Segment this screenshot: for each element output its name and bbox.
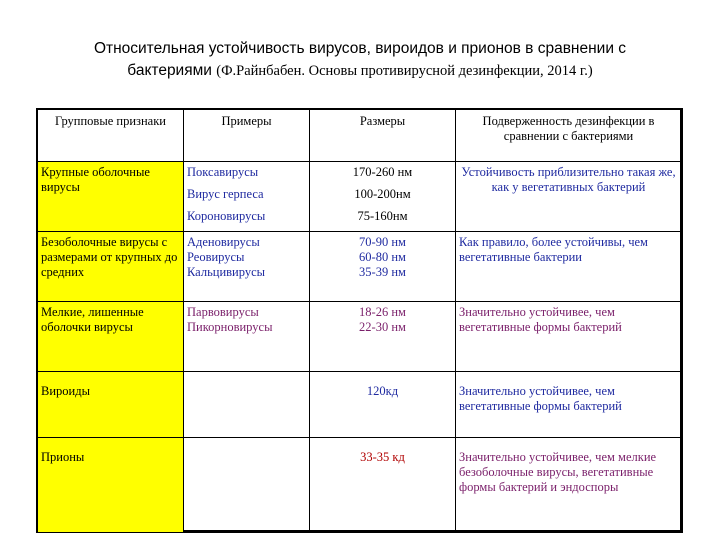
sizes-cell	[310, 232, 456, 302]
resistance-cell: Значительно устойчивее, чем вегетативные формы бактерий	[456, 302, 682, 372]
title-line-2	[0, 60, 720, 82]
example-item: Короновирусы	[187, 209, 266, 223]
examples-cell	[184, 302, 310, 372]
header-examples: Примеры	[184, 110, 310, 162]
group-cell: Прионы	[38, 438, 184, 533]
examples-cell	[184, 438, 310, 533]
group-cell: Вироиды	[38, 372, 184, 438]
size-item: 70-90 нм	[359, 235, 406, 249]
slide-title	[0, 38, 720, 82]
sizes-cell	[310, 372, 456, 438]
example-item: Парвовирусы	[187, 305, 259, 319]
resistance-cell: Устойчивость приблизительно такая же, как у вегетативных бактерий	[456, 162, 682, 232]
table-header-row	[38, 110, 682, 162]
resistance-cell: Значительно устойчивее, чем мелкие безоболочные вирусы, вегетативные формы бактерий и эндоспоры	[456, 438, 682, 533]
sizes-cell	[310, 302, 456, 372]
example-item: Вирус герпеса	[187, 187, 264, 201]
group-cell: Безоболочные вирусы с размерами от крупных до средних	[38, 232, 184, 302]
example-item: Поксавирусы	[187, 165, 259, 179]
sizes-cell	[310, 438, 456, 533]
group-cell: Крупные оболочные вирусы	[38, 162, 184, 232]
examples-cell	[184, 232, 310, 302]
example-item: Кальцивирусы	[187, 265, 266, 279]
resistance-cell: Значительно устойчивее, чем вегетативные формы бактерий	[456, 372, 682, 438]
size-item: 60-80 нм	[359, 250, 406, 264]
sizes-cell	[310, 162, 456, 232]
size-item: 75-160нм	[357, 209, 408, 223]
examples-cell	[184, 372, 310, 438]
group-cell: Мелкие, лишенные оболочки вирусы	[38, 302, 184, 372]
table-row	[38, 372, 682, 438]
title-source: (Ф.Райнбабен. Основы противирусной дезинфекции, 2014 г.)	[216, 63, 593, 79]
size-item: 33-35 кд	[360, 450, 405, 464]
table-row	[38, 302, 682, 372]
example-item: Аденовирусы	[187, 235, 260, 249]
size-item: 170-260 нм	[352, 165, 413, 179]
title-main: бактериями	[127, 62, 212, 79]
size-item: 18-26 нм	[359, 305, 406, 319]
size-item: 100-200нм	[354, 187, 411, 201]
table-row	[38, 438, 682, 533]
example-item: Реовирусы	[187, 250, 245, 264]
examples-cell	[184, 162, 310, 232]
size-item: 120кд	[366, 384, 399, 398]
header-resistance: Подверженность дезинфекции в сравнении с бактериями	[456, 110, 682, 162]
table-row	[38, 232, 682, 302]
resistance-cell: Как правило, более устойчивы, чем вегетативные бактерии	[456, 232, 682, 302]
size-item: 35-39 нм	[359, 265, 406, 279]
title-line-1: Относительная устойчивость вирусов, вироидов и прионов в сравнении с	[93, 40, 627, 57]
example-item: Пикорновирусы	[187, 320, 273, 334]
comparison-table-frame	[36, 108, 683, 533]
table-row	[38, 162, 682, 232]
header-group: Групповые признаки	[38, 110, 184, 162]
comparison-table	[37, 109, 682, 533]
header-sizes: Размеры	[310, 110, 456, 162]
size-item: 22-30 нм	[359, 320, 406, 334]
